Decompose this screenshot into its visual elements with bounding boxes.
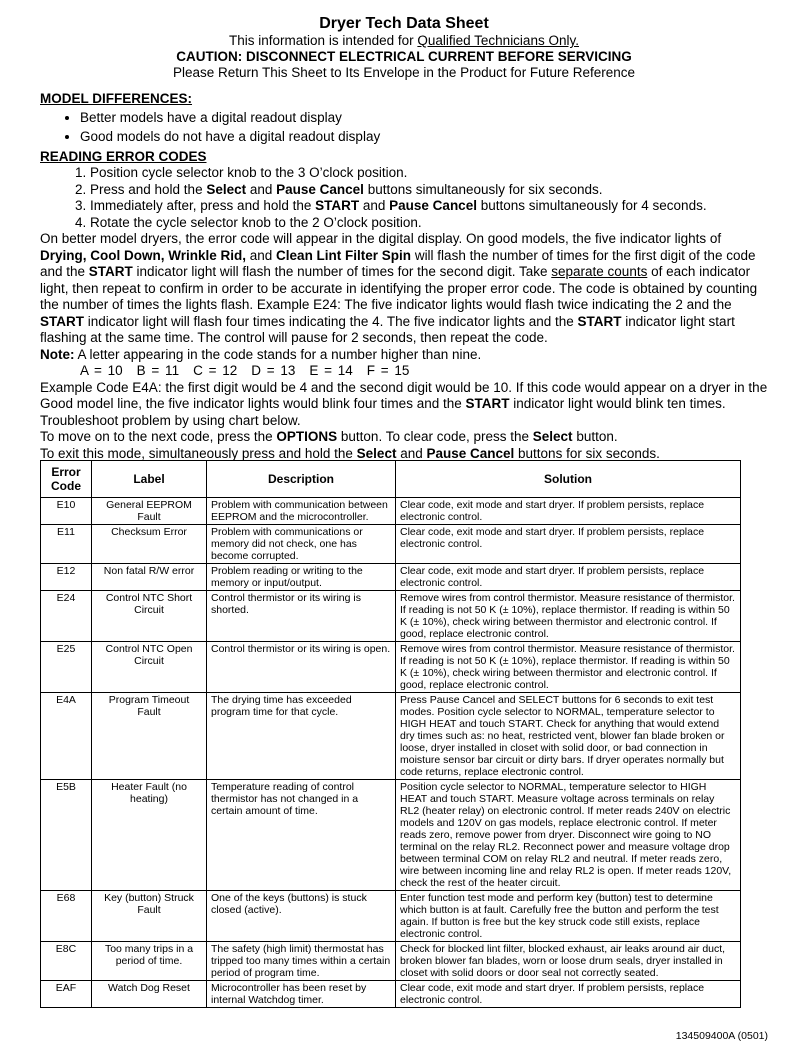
- qualified-tech-text: Qualified Technicians Only.: [417, 33, 579, 48]
- solution-cell: Clear code, exit mode and start dryer. If problem persists, replace electronic control.: [396, 498, 741, 525]
- label-cell: Non fatal R/W error: [92, 564, 207, 591]
- reading-steps-list: [40, 165, 768, 231]
- table-row: [41, 942, 741, 981]
- label-cell: Control NTC Open Circuit: [92, 642, 207, 693]
- intended-line: This information is intended for Qualified Technicians Only.: [229, 33, 579, 48]
- error-code-cell: E11: [41, 525, 92, 564]
- solution-cell: Remove wires from control thermistor. Measure resistance of thermistor. If reading is not 50 K (± 10%), replace thermistor. If reading is within 50 K (± 10%), check wiring between thermistor and electronic control. If good, replace electronic control.: [396, 591, 741, 642]
- model-differences-heading: MODEL DIFFERENCES:: [40, 91, 193, 106]
- table-row: [41, 591, 741, 642]
- table-row: [41, 525, 741, 564]
- label-cell: Key (button) Struck Fault: [92, 891, 207, 942]
- description-cell: Problem with communications or memory did not check, one has become corrupted.: [207, 525, 396, 564]
- error-code-cell: E24: [41, 591, 92, 642]
- label-cell: Too many trips in a period of time.: [92, 942, 207, 981]
- table-row: [41, 693, 741, 780]
- exit-mode-line: To exit this mode, simultaneously press and hold the Select and Pause Cancel buttons for six seconds.: [40, 445, 660, 461]
- col-header-label: Label: [92, 461, 207, 498]
- label-cell: General EEPROM Fault: [92, 498, 207, 525]
- solution-cell: Press Pause Cancel and SELECT buttons for 6 seconds to exit test modes. Position cycle selector to NORMAL, temperature selector to HIGH HEAT and touch START. Check for anything that would extend dry times such as: no heat, restricted vent, blower fan blade broken or loose, dryer installed in closet with solid door, or bad connection in moisture sensor bar circuit or dirty bars. If dryer operates normally but code returns, replace electronic control.: [396, 693, 741, 780]
- document-page: [40, 14, 768, 462]
- solution-cell: Enter function test mode and perform key (button) test to determine which button is at fault. Carefully free the button and perform the test again. If button is free but the key struck code still exists, replace electronic control.: [396, 891, 741, 942]
- error-code-cell: E10: [41, 498, 92, 525]
- error-code-cell: EAF: [41, 981, 92, 1008]
- table-row: [41, 981, 741, 1008]
- col-header-description: Description: [207, 461, 396, 498]
- caution-line: CAUTION: DISCONNECT ELECTRICAL CURRENT BEFORE SERVICING: [176, 49, 632, 64]
- next-code-line: To move on to the next code, press the OPTIONS button. To clear code, press the Select button.: [40, 429, 618, 444]
- step-3: 3. Immediately after, press and hold the START and Pause Cancel buttons simultaneously for 4 seconds.: [90, 198, 768, 215]
- table-row: [41, 642, 741, 693]
- step-4: 4. Rotate the cycle selector knob to the 2 O’clock position.: [90, 215, 768, 232]
- solution-cell: Clear code, exit mode and start dryer. If problem persists, replace electronic control.: [396, 564, 741, 591]
- error-code-table: [40, 460, 741, 1008]
- error-code-cell: E25: [41, 642, 92, 693]
- description-cell: The safety (high limit) thermostat has tripped too many times within a certain period of program time.: [207, 942, 396, 981]
- table-header-row: [41, 461, 741, 498]
- table-row: [41, 498, 741, 525]
- solution-cell: Position cycle selector to NORMAL, temperature selector to HIGH HEAT and touch START. Measure voltage across terminals on relay RL2 (heater relay) on electronic control. If meter reads 240V on electric models and 120V on gas models, replace electronic control. If meter reads zero, remove power from dryer. Disconnect wire going to NO terminal on the relay RL2. Reconnect power and measure voltage drop between terminal COM on relay RL2 and neutral. If meter reads zero, wire between incoming line and relay RL2 is open. If meter reads 120V, check the rest of the heater circuit.: [396, 780, 741, 891]
- description-cell: Microcontroller has been reset by internal Watchdog timer.: [207, 981, 396, 1008]
- description-cell: Problem with communication between EEPROM and the microcontroller.: [207, 498, 396, 525]
- solution-cell: Clear code, exit mode and start dryer. If problem persists, replace electronic control.: [396, 981, 741, 1008]
- description-cell: One of the keys (buttons) is stuck closed (active).: [207, 891, 396, 942]
- table-row: [41, 891, 741, 942]
- label-cell: Watch Dog Reset: [92, 981, 207, 1008]
- step-1: 1. Position cycle selector knob to the 3 O’clock position.: [90, 165, 768, 182]
- description-cell: Temperature reading of control thermistor has not changed in a certain amount of time.: [207, 780, 396, 891]
- table-body: [41, 498, 741, 1008]
- flash-explanation: On better model dryers, the error code will appear in the digital display. On good models, the five indicator lights of Drying, Cool Down, Wrinkle Rid, and Clean Lint Filter Spin will flash the number of times for the first digit of the code and the START indicator light will flash the number of times for the second digit. Take separate counts of each indicator light, then repeat to confirm in order to be accurate in identifying the proper error code. The code is obtained by counting the number of times the lights flash. Example E24: The five indicator lights would flash twice indicating the 2 and the START indicator light will flash four times indicating the 4. The five indicator lights and the START indicator light start flashing at the same time. The control will pause for 2 seconds, then repeat the code.: [40, 231, 758, 345]
- label-cell: Checksum Error: [92, 525, 207, 564]
- note: Note: A letter appearing in the code stands for a number higher than nine.: [40, 346, 482, 362]
- error-code-cell: E4A: [41, 693, 92, 780]
- solution-cell: Check for blocked lint filter, blocked exhaust, air leaks around air duct, broken blower fan blades, worn or loose drum seals, dryer installed in closet with solid doors or door seal not correctly seated.: [396, 942, 741, 981]
- description-cell: Control thermistor or its wiring is shorted.: [207, 591, 396, 642]
- solution-cell: Remove wires from control thermistor. Measure resistance of thermistor. If reading is not 50 K (± 10%), replace thermistor. If reading is within 50 K (± 10%), check wiring between thermistor and electronic control. If good, replace electronic control.: [396, 642, 741, 693]
- error-code-cell: E8C: [41, 942, 92, 981]
- return-note: Please Return This Sheet to Its Envelope in the Product for Future Reference: [172, 65, 635, 80]
- description-cell: The drying time has exceeded program time for that cycle.: [207, 693, 396, 780]
- description-cell: Control thermistor or its wiring is open.: [207, 642, 396, 693]
- error-code-cell: E5B: [41, 780, 92, 891]
- example-e4a: Example Code E4A: the first digit would be 4 and the second digit would be 10. If this code would appear on a dryer in the Good model line, the five indicator lights would blink four times and the START indicator light would blink ten times.: [40, 379, 768, 411]
- solution-cell: Clear code, exit mode and start dryer. If problem persists, replace electronic control.: [396, 525, 741, 564]
- reading-codes-heading: READING ERROR CODES: [40, 148, 207, 164]
- label-cell: Control NTC Short Circuit: [92, 591, 207, 642]
- col-header-code: Error Code: [41, 461, 92, 498]
- part-number: 134509400A (0501): [675, 1030, 768, 1042]
- page-title: Dryer Tech Data Sheet: [319, 15, 489, 32]
- label-cell: Heater Fault (no heating): [92, 780, 207, 891]
- error-code-cell: E68: [41, 891, 92, 942]
- body-text: [40, 91, 768, 462]
- model-differences-list: [40, 110, 768, 146]
- list-item: • Good models do not have a digital readout display: [80, 129, 768, 146]
- table-row: [41, 564, 741, 591]
- col-header-solution: Solution: [396, 461, 741, 498]
- step-2: 2. Press and hold the Select and Pause Cancel buttons simultaneously for six seconds.: [90, 182, 768, 199]
- list-item: • Better models have a digital readout display: [80, 110, 768, 127]
- table-row: [41, 780, 741, 891]
- troubleshoot-line: Troubleshoot problem by using chart below.: [40, 412, 301, 428]
- description-cell: Problem reading or writing to the memory or input/output.: [207, 564, 396, 591]
- error-code-cell: E12: [41, 564, 92, 591]
- label-cell: Program Timeout Fault: [92, 693, 207, 780]
- letter-values: A = 10 B = 11 C = 12 D = 13 E = 14 F = 15: [80, 363, 410, 378]
